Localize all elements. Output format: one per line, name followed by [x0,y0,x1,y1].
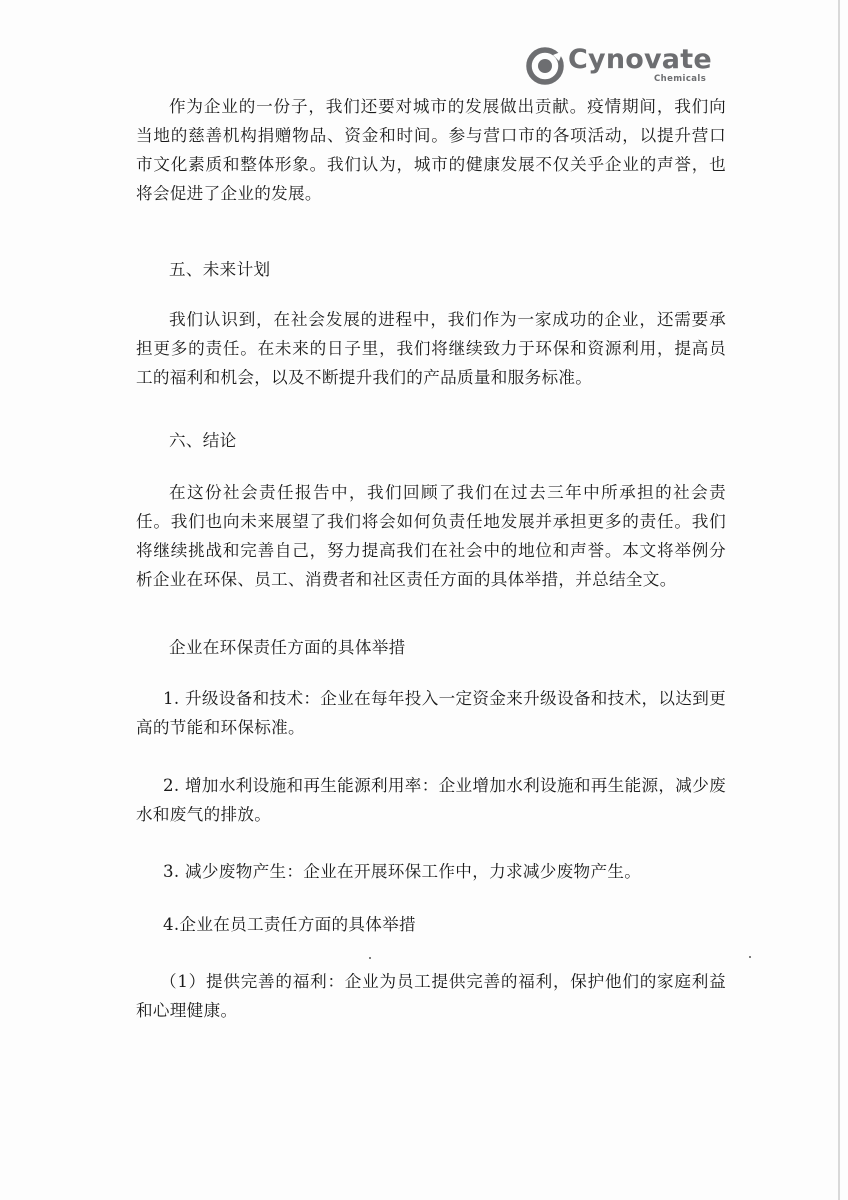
list-item-water-energy: 2. 增加水利设施和再生能源利用率：企业增加水利设施和再生能源，减少废水和废气的排放。 [136,776,726,824]
scan-edge [838,0,840,1200]
scan-speck [749,956,751,958]
logo-name: Cynovate [568,44,712,75]
heading-future-plan: 五、未来计划 [169,260,271,279]
list-item-welfare: （1）提供完善的福利：企业为员工提供完善的福利，保护他们的家庭利益和心理健康。 [136,972,726,1020]
scan-speck [369,957,371,959]
list-item-employee-measures: 4.企业在员工责任方面的具体举措 [163,915,416,934]
heading-environment-measures: 企业在环保责任方面的具体举措 [169,638,406,657]
list-item-reduce-waste: 3. 减少废物产生：企业在开展环保工作中，力求减少废物产生。 [163,862,642,881]
paragraph-city-contribution: 作为企业的一份子，我们还要对城市的发展做出贡献。疫情期间，我们向当地的慈善机构捐赠物品、资金和时间。参与营口市的各项活动，以提升营口市文化素质和整体形象。我们认为，城市的健康发展不仅关乎企业的声誉，也将会促进了企业的发展。 [136,97,726,203]
company-logo [526,44,726,88]
heading-conclusion: 六、结论 [169,431,237,450]
cynovate-logo-icon [526,47,564,85]
list-item-upgrade-equipment: 1. 升级设备和技术：企业在每年投入一定资金来升级设备和技术，以达到更高的节能和环保标准。 [136,689,726,737]
logo-subtitle: Chemicals [654,74,707,84]
paragraph-future-plan: 我们认识到，在社会发展的进程中，我们作为一家成功的企业，还需要承担更多的责任。在未来的日子里，我们将继续致力于环保和资源利用，提高员工的福利和机会，以及不断提升我们的产品质量和服务标准。 [136,310,726,387]
paragraph-conclusion: 在这份社会责任报告中，我们回顾了我们在过去三年中所承担的社会责任。我们也向未来展望了我们将会如何负责任地发展并承担更多的责任。我们将继续挑战和完善自己，努力提高我们在社会中的地位和声誉。本文将举例分析企业在环保、员工、消费者和社区责任方面的具体举措，并总结全文。 [136,483,726,589]
